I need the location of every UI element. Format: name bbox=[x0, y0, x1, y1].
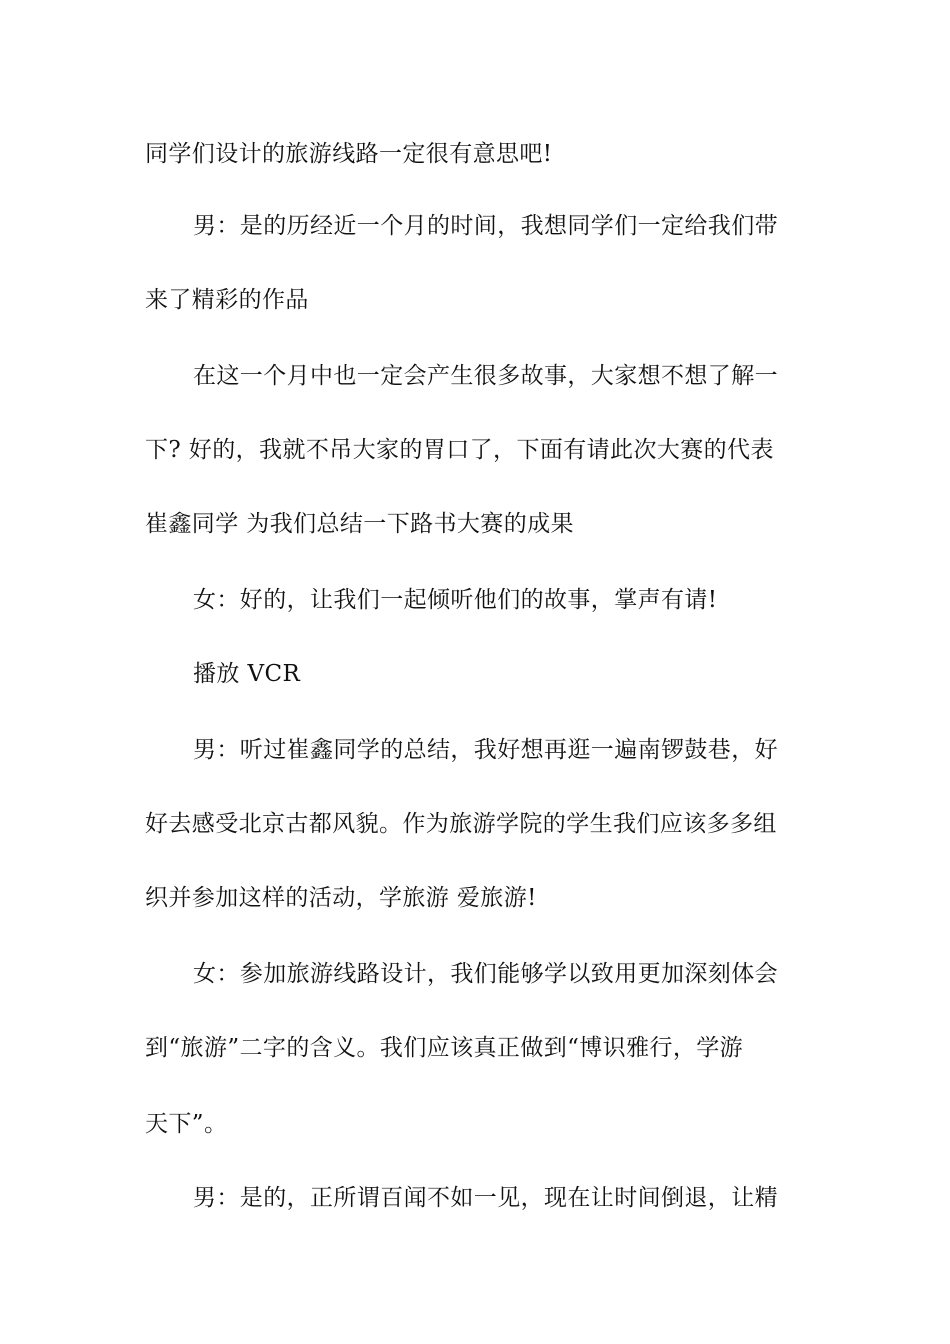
text-line: 来了精彩的作品 bbox=[145, 287, 309, 313]
text-line: 在这一个月中也一定会产生很多故事，大家想不想了解一 bbox=[193, 363, 778, 389]
text-line: 男：是的历经近一个月的时间，我想同学们一定给我们带 bbox=[193, 213, 778, 239]
text-line: 到“旅游”二字的含义。我们应该真正做到“博识雅行，学游 bbox=[145, 1035, 744, 1061]
text-line: 好去感受北京古都风貌。作为旅游学院的学生我们应该多多组 bbox=[145, 811, 777, 837]
text-line: 女：参加旅游线路设计，我们能够学以致用更加深刻体会 bbox=[193, 961, 778, 987]
text-line: 下? 好的，我就不吊大家的胃口了，下面有请此次大赛的代表 bbox=[145, 437, 774, 463]
text-line: 播放 VCR bbox=[193, 661, 301, 687]
text-line: 织并参加这样的活动，学旅游 爱旅游! bbox=[145, 885, 537, 911]
text-line: 男：听过崔鑫同学的总结，我好想再逛一遍南锣鼓巷，好 bbox=[193, 737, 778, 763]
text-line: 崔鑫同学 为我们总结一下路书大赛的成果 bbox=[145, 511, 574, 537]
text-line: 男：是的，正所谓百闻不如一见，现在让时间倒退，让精 bbox=[193, 1185, 778, 1211]
text-line: 天下”。 bbox=[145, 1111, 228, 1137]
text-line: 女：好的，让我们一起倾听他们的故事，掌声有请! bbox=[193, 587, 718, 613]
text-line: 同学们设计的旅游线路一定很有意思吧! bbox=[145, 141, 553, 167]
